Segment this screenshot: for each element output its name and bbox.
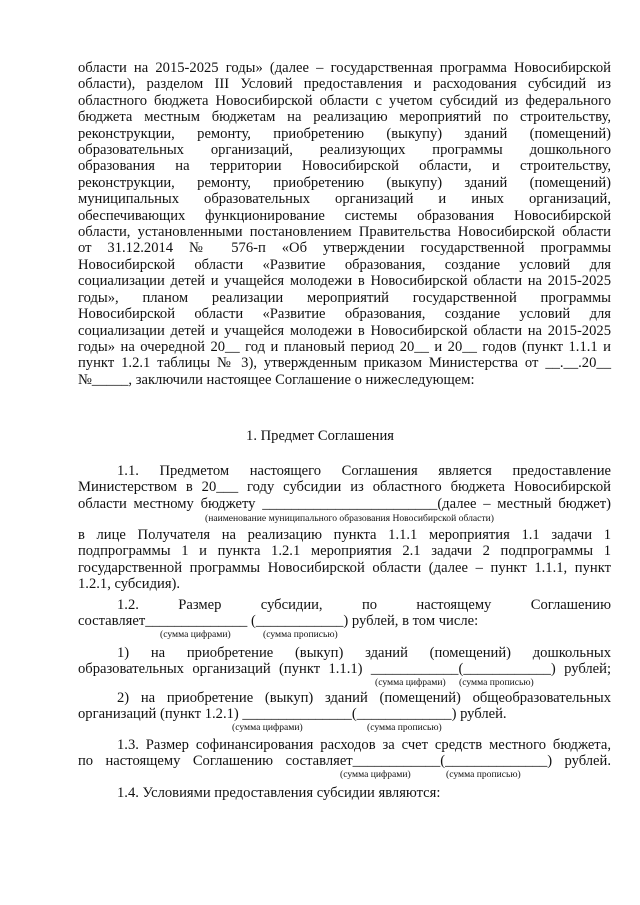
intro-line: муниципальных образовательных организаций и иных организаций,	[78, 191, 611, 208]
p11-line: 1.1. Предметом настоящего Соглашения является предоставление	[117, 463, 611, 479]
intro-paragraph	[78, 60, 611, 388]
paragraph-1-1-cont	[78, 527, 611, 593]
paragraph-1-4	[78, 785, 611, 801]
p13-line: по настоящему Соглашению составляет____________(______________) рублей.	[78, 753, 611, 770]
intro-line: Новосибирской области «Развитие образования, создание условий для	[78, 306, 611, 323]
intro-line: образовательных организаций, реализующих программы дошкольного	[78, 142, 611, 159]
intro-line: социализации детей и учащейся молодежи в Новосибирской области на 2015-2025	[78, 273, 611, 290]
intro-line: реконструкции, ремонту, приобретению (выкупу) зданий (помещений)	[78, 174, 611, 191]
p12-line: составляет______________ (____________) рублей, в том числе:	[78, 613, 479, 630]
item1-line: образовательных организаций (пункт 1.1.1) ____________(____________) рублей;	[78, 661, 611, 678]
intro-line: обеспечивающих функционирование системы образования Новосибирской	[78, 207, 611, 224]
digits-caption: (сумма цифрами)	[375, 677, 446, 688]
intro-line: области), разделом III Условий предоставления и расходования субсидий из	[78, 76, 611, 93]
intro-line: бюджета местным бюджетам на реализацию мероприятий по строительству,	[78, 109, 611, 126]
p11-line: в лице Получателя на реализацию пункта 1.1.1 мероприятия 1.1 задачи 1	[78, 527, 611, 543]
item-2	[78, 690, 611, 723]
paragraph-1-1	[78, 463, 611, 512]
words-caption: (сумма прописью)	[446, 769, 521, 780]
words-caption: (сумма прописью)	[459, 677, 534, 688]
digits-caption: (сумма цифрами)	[232, 722, 303, 733]
intro-line: №_____, заключили настоящее Соглашение о нижеследующем:	[78, 371, 475, 388]
intro-line: образования на территории Новосибирской области, и строительству,	[78, 158, 611, 175]
intro-line: областного бюджета Новосибирской области с учетом субсидий из федерального	[78, 92, 611, 109]
item1-line: 1) на приобретение (выкуп) зданий (помещений) дошкольных	[117, 645, 611, 661]
words-caption: (сумма прописью)	[263, 629, 338, 640]
p11-line: государственной программы Новосибирской области (далее – пункт 1.1.1, пункт	[78, 559, 611, 576]
digits-caption: (сумма цифрами)	[160, 629, 231, 640]
intro-line: реконструкции, ремонту, приобретению (выкупу) зданий (помещений)	[78, 125, 611, 142]
intro-line: социализации детей и учащейся молодежи в Новосибирской области на 2015-2025	[78, 322, 611, 339]
p11-line: 1.2.1, субсидия).	[78, 576, 181, 593]
p11-line: Министерством в 20___ году субсидии из областного бюджета Новосибирской	[78, 479, 611, 496]
intro-line: пункт 1.2.1 таблицы № 3), утвержденным приказом Министерства от __.__.20__	[78, 355, 611, 372]
municipality-caption: (наименование муниципального образования Новосибирской области)	[205, 513, 494, 524]
intro-line: годы», планом реализации мероприятий государственной программы	[78, 289, 611, 306]
digits-caption: (сумма цифрами)	[340, 769, 411, 780]
intro-line: годы» на очередной 20__ год и плановый период 20__ и 20__ годов (пункт 1.1.1 и	[78, 338, 611, 355]
p14-line: 1.4. Условиями предоставления субсидии являются:	[117, 785, 441, 801]
p11-line: области местному бюджету ________________________(далее – местный бюджет)	[78, 495, 611, 512]
p13-line: 1.3. Размер софинансирования расходов за счет средств местного бюджета,	[117, 737, 611, 753]
intro-line: области на 2015-2025 годы» (далее – государственная программа Новосибирской	[78, 60, 611, 76]
words-caption: (сумма прописью)	[367, 722, 442, 733]
intro-line: области, установленными постановлением Правительства Новосибирской области	[78, 224, 611, 241]
section-heading: 1. Предмет Соглашения	[246, 428, 394, 444]
item-1	[78, 645, 611, 678]
item2-line: организаций (пункт 1.2.1) _______________(_____________) рублей.	[78, 706, 507, 723]
paragraph-1-3	[78, 737, 611, 770]
item2-line: 2) на приобретение (выкуп) зданий (помещений) общеобразовательных	[117, 690, 611, 706]
intro-line: Новосибирской области «Развитие образования, создание условий для	[78, 256, 611, 273]
intro-line: от 31.12.2014 № 576-п «Об утверждении государственной программы	[78, 240, 611, 257]
paragraph-1-2	[78, 597, 611, 630]
p12-line: 1.2. Размер субсидии, по настоящему Соглашению	[117, 597, 611, 613]
p11-line: подпрограммы 1 и пункта 1.2.1 мероприятия 2.1 задачи 2 подпрограммы 1	[78, 543, 611, 560]
